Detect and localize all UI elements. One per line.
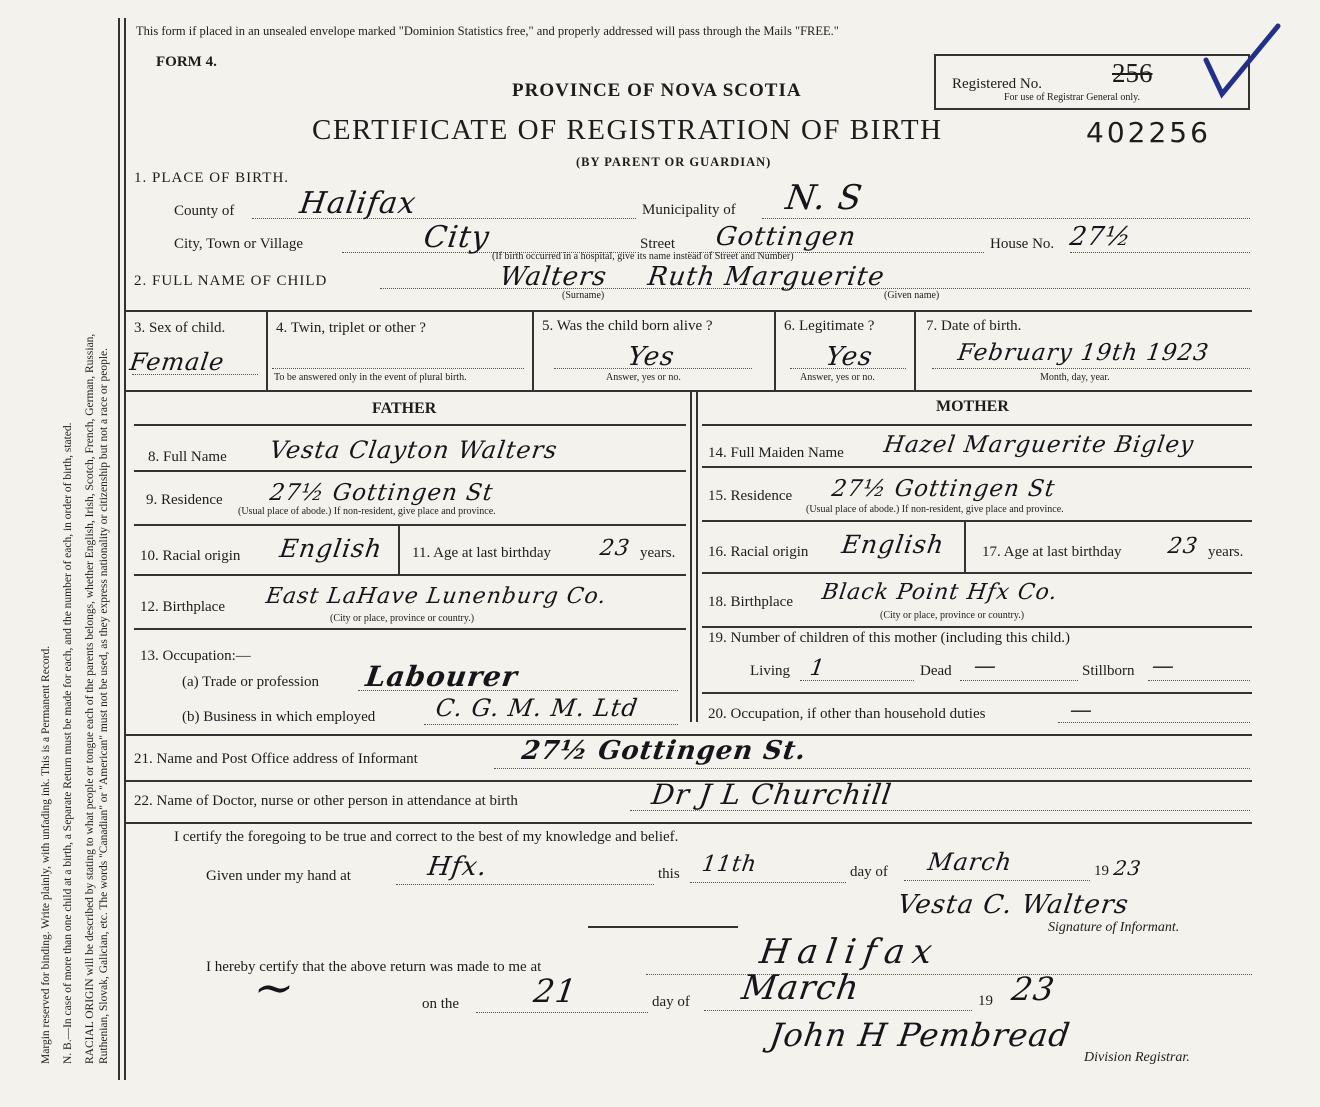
father-name-value: Vesta Clayton Walters <box>268 436 560 464</box>
province-heading: PROVINCE OF NOVA SCOTIA <box>512 80 802 101</box>
margin-multiple-birth-note: N. B.—In case of more than one child at a birth, a Separate Return must be made for each, and the number of each, in order of birth, stated. <box>62 422 74 1064</box>
registrar-initial-mark: ~ <box>250 960 300 1016</box>
father-race-label: 10. Racial origin <box>140 548 241 564</box>
certificate-number: 402256 <box>1086 116 1211 149</box>
date-of-birth-label: 7. Date of birth. <box>926 318 1022 334</box>
mother-residence-value: 27½ Gottingen St <box>830 476 1058 502</box>
mother-stillborn-label: Stillborn <box>1082 663 1135 679</box>
informant-signature-caption: Signature of Informant. <box>1048 920 1180 935</box>
margin-rule-inner <box>124 18 126 1080</box>
mother-occupation-value: — <box>1068 698 1095 723</box>
date-of-birth-note: Month, day, year. <box>1040 372 1110 383</box>
day-of-label: day of <box>850 864 888 880</box>
mother-birthplace-value: Black Point Hfx Co. <box>820 580 1060 605</box>
registrar-caption: Division Registrar. <box>1084 1050 1190 1065</box>
mother-residence-note: (Usual place of abode.) If non-resident, give place and province. <box>806 504 1064 515</box>
father-age-label: 11. Age at last birthday <box>412 545 551 561</box>
date-of-birth-value: February 19th 1923 <box>956 340 1211 366</box>
certificate-subtitle: (BY PARENT OR GUARDIAN) <box>576 155 772 169</box>
father-race-value: English <box>277 534 385 563</box>
doctor-value: Dr J L Churchill <box>649 778 895 811</box>
father-residence-value: 27½ Gottingen St <box>268 480 496 506</box>
father-name-label: 8. Full Name <box>148 449 227 465</box>
mother-occupation-label: 20. Occupation, if other than household duties <box>708 706 986 722</box>
registrar-signature: John H Pembread <box>767 1016 1073 1054</box>
certify-statement: I certify the foregoing to be true and correct to the best of my knowledge and belief. <box>174 829 679 845</box>
twin-note: To be answered only in the event of plural birth. <box>274 372 467 383</box>
check-mark-icon <box>1200 20 1290 105</box>
registrar-place-value: Halifax <box>757 932 943 972</box>
municipality-value: N. S <box>783 178 866 218</box>
father-age-value: 23 <box>598 536 632 561</box>
father-birthplace-label: 12. Birthplace <box>140 599 225 615</box>
doctor-label: 22. Name of Doctor, nurse or other person in attendance at birth <box>134 793 518 809</box>
given-day-value: 11th <box>700 852 759 877</box>
father-occupation-label: 13. Occupation:— <box>140 648 251 664</box>
mother-residence-label: 15. Residence <box>708 488 793 504</box>
margin-rule <box>118 18 120 1080</box>
informant-label: 21. Name and Post Office address of Informant <box>134 751 418 767</box>
street-label: Street <box>640 236 675 252</box>
father-birthplace-value: East LaHave Lunenburg Co. <box>264 584 609 609</box>
given-under-hand-label: Given under my hand at <box>206 868 351 884</box>
certificate-title: CERTIFICATE OF REGISTRATION OF BIRTH <box>312 114 943 146</box>
house-number-label: House No. <box>990 236 1055 252</box>
mother-age-value: 23 <box>1166 534 1200 559</box>
born-alive-value: Yes <box>625 342 677 372</box>
margin-racial-origin-note-1: RACIAL ORIGIN will be described by stating to what people or tongue each of the parents belongs, whether English, Irish, Scotch, French, German, Russian, <box>84 333 96 1064</box>
mother-age-label: 17. Age at last birthday <box>982 544 1122 560</box>
born-alive-note: Answer, yes or no. <box>606 372 681 383</box>
mother-dead-value: — <box>972 654 999 679</box>
city-value: City <box>421 220 493 255</box>
postal-note: This form if placed in an unsealed envelope marked "Dominion Statistics free," and properly addressed will pass through the Mails "FREE." <box>136 24 839 38</box>
hospital-note: (If birth occurred in a hospital, give its name instead of Street and Number) <box>492 251 794 262</box>
born-alive-label: 5. Was the child born alive ? <box>542 318 713 334</box>
mother-children-label: 19. Number of children of this mother (including this child.) <box>708 630 1071 646</box>
father-business-label: (b) Business in which employed <box>182 709 376 725</box>
informant-signature: Vesta C. Walters <box>895 890 1131 920</box>
margin-binding-note: Margin reserved for binding. Write plainly, with unfading ink. This is a Permanent Record. <box>40 645 52 1064</box>
father-trade-value: Labourer <box>363 660 521 693</box>
mother-birthplace-label: 18. Birthplace <box>708 594 793 610</box>
sex-value: Female <box>128 348 227 376</box>
mother-age-unit: years. <box>1208 544 1244 560</box>
this-label: this <box>658 866 680 882</box>
legitimate-value: Yes <box>823 342 875 372</box>
legitimate-label: 6. Legitimate ? <box>784 318 875 334</box>
given-year-value: 23 <box>1112 856 1144 880</box>
given-place-value: Hfx. <box>425 852 490 882</box>
registrar-year-prefix: 19 <box>978 993 993 1009</box>
mother-stillborn-value: — <box>1150 654 1177 679</box>
mother-heading: MOTHER <box>936 398 1009 415</box>
street-value: Gottingen <box>713 222 859 252</box>
sex-label: 3. Sex of child. <box>134 320 226 336</box>
mother-race-label: 16. Racial origin <box>708 544 809 560</box>
child-given-name-value: Ruth Marguerite <box>645 262 887 292</box>
father-age-unit: years. <box>640 545 676 561</box>
registrar-day-value: 21 <box>531 972 580 1010</box>
margin-racial-origin-note-2: Ruthenian, Slovak, Galician, etc. The words "Canadian" or "American" must not be used, as they express nationality or citizenship but not a race or people. <box>98 347 110 1064</box>
child-surname-value: Walters <box>497 262 609 292</box>
county-label: County of <box>174 203 235 219</box>
mother-birthplace-note: (City or place, province or country.) <box>880 610 1025 621</box>
surname-caption: (Surname) <box>562 290 605 301</box>
registered-number-value: 256 <box>1112 58 1153 88</box>
father-residence-note: (Usual place of abode.) If non-resident, give place and province. <box>238 506 496 517</box>
house-number-value: 27½ <box>1067 222 1134 252</box>
mother-living-value: 1 <box>808 656 827 681</box>
registrar-year-value: 23 <box>1009 970 1058 1008</box>
informant-value: 27½ Gottingen St. <box>519 736 809 766</box>
registrar-day-of-label: day of <box>652 994 690 1010</box>
registrar-general-note: For use of Registrar General only. <box>1004 92 1140 103</box>
mother-name-value: Hazel Marguerite Bigley <box>882 432 1196 458</box>
mother-name-label: 14. Full Maiden Name <box>708 445 844 461</box>
mother-living-label: Living <box>750 663 790 679</box>
registered-number-label: Registered No. <box>952 76 1042 92</box>
city-label: City, Town or Village <box>174 236 304 252</box>
mother-race-value: English <box>839 530 947 559</box>
registrar-statement: I hereby certify that the above return was made to me at <box>206 959 542 975</box>
father-residence-label: 9. Residence <box>146 492 223 508</box>
father-business-value: C. G. M. M. Ltd <box>434 694 640 722</box>
given-year-prefix: 19 <box>1094 863 1109 879</box>
father-heading: FATHER <box>372 400 437 417</box>
municipality-label: Municipality of <box>642 202 736 218</box>
mother-dead-label: Dead <box>920 663 952 679</box>
child-name-label: 2. FULL NAME OF CHILD <box>134 273 328 289</box>
father-birthplace-note: (City or place, province or country.) <box>330 613 475 624</box>
given-name-caption: (Given name) <box>884 290 940 301</box>
given-month-value: March <box>926 848 1015 876</box>
place-of-birth-heading: 1. PLACE OF BIRTH. <box>134 170 290 186</box>
form-number: FORM 4. <box>156 54 217 70</box>
registrar-month-value: March <box>739 968 863 1008</box>
twin-label: 4. Twin, triplet or other ? <box>276 320 426 336</box>
legitimate-note: Answer, yes or no. <box>800 372 875 383</box>
county-value: Halifax <box>297 186 419 221</box>
registrar-on-the-label: on the <box>422 996 460 1012</box>
father-trade-label: (a) Trade or profession <box>182 674 320 690</box>
